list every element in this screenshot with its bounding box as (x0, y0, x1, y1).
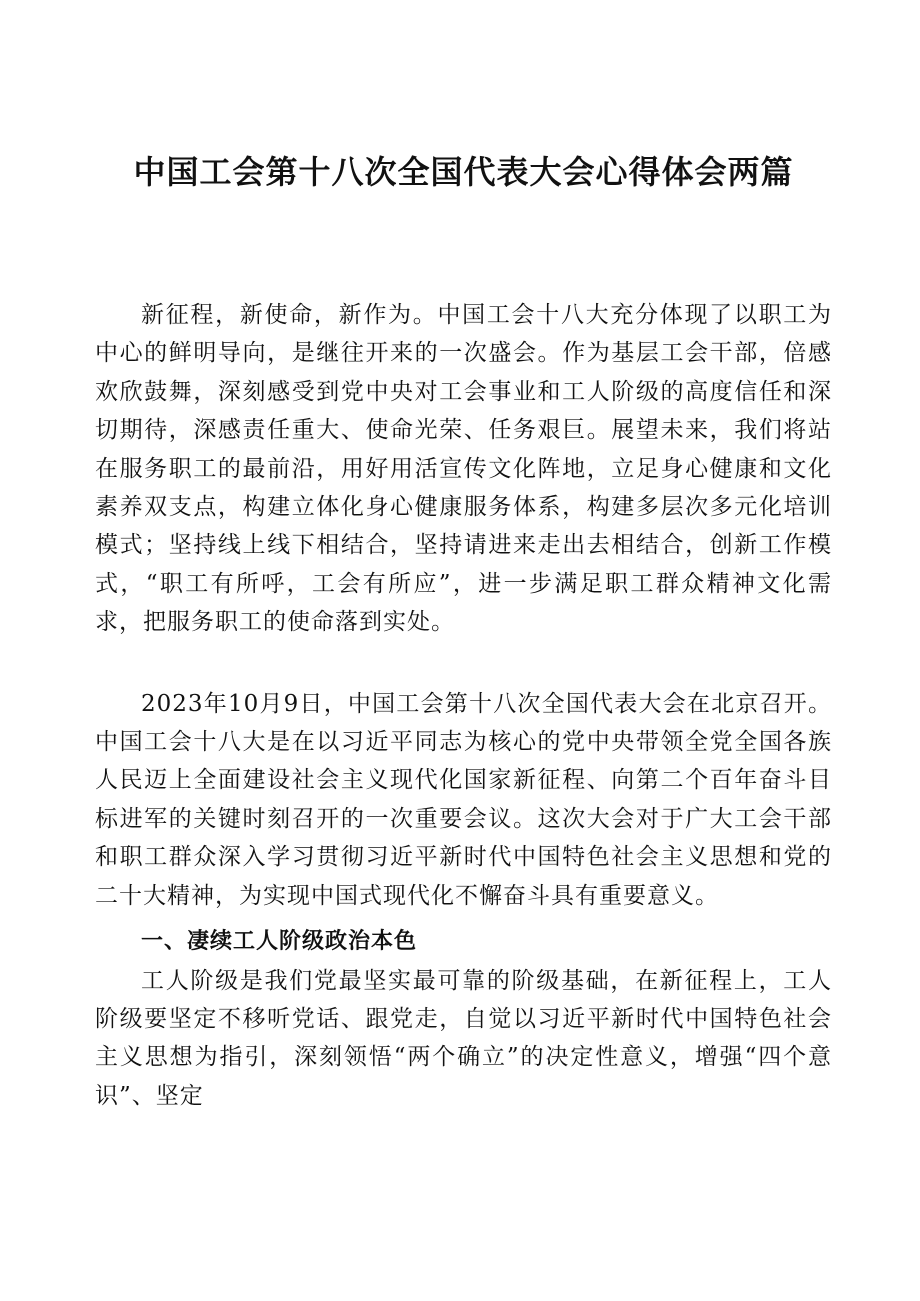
paragraph-1: 新征程，新使命，新作为。中国工会十八大充分体现了以职工为中心的鲜明导向，是继往开来的一次盛会。作为基层工会干部，倍感欢欣鼓舞，深刻感受到党中央对工会事业和工人阶级的高度信任和深切期待，深感责任重大、使命光荣、任务艰巨。展望未来，我们将站在服务职工的最前沿，用好用活宣传文化阵地，立足身心健康和文化素养双支点，构建立体化身心健康服务体系，构建多层次多元化培训模式；坚持线上线下相结合，坚持请进来走出去相结合，创新工作模式，“职工有所呼，工会有所应”，进一步满足职工群众精神文化需求，把服务职工的使命落到实处。 (95, 302, 832, 636)
document-title: 中国工会第十八次全国代表大会心得体会两篇 (133, 153, 794, 191)
section-heading: 一、凄续工人阶级政治本色 (141, 929, 418, 955)
paragraph-2: 2023年10月9日，中国工会第十八次全国代表大会在北京召开。中国工会十八大是在以习近平同志为核心的党中央带领全党全国各族人民迈上全面建设社会主义现代化国家新征程、向第二个百年奋斗目标进军的关键时刻召开的一次重要会议。这次大会对于广大工会干部和职工群众深入学习贯彻习近平新时代中国特色社会主义思想和党的二十大精神，为实现中国式现代化不懈奋斗具有重要意义。 (95, 690, 832, 909)
section-paragraph: 工人阶级是我们党最坚实最可靠的阶级基础，在新征程上，工人阶级要坚定不移听党话、跟党走，自觉以习近平新时代中国特色社会主义思想为指引，深刻领悟“两个确立”的决定性意义，增强“四个意识”、坚定 (95, 967, 832, 1109)
